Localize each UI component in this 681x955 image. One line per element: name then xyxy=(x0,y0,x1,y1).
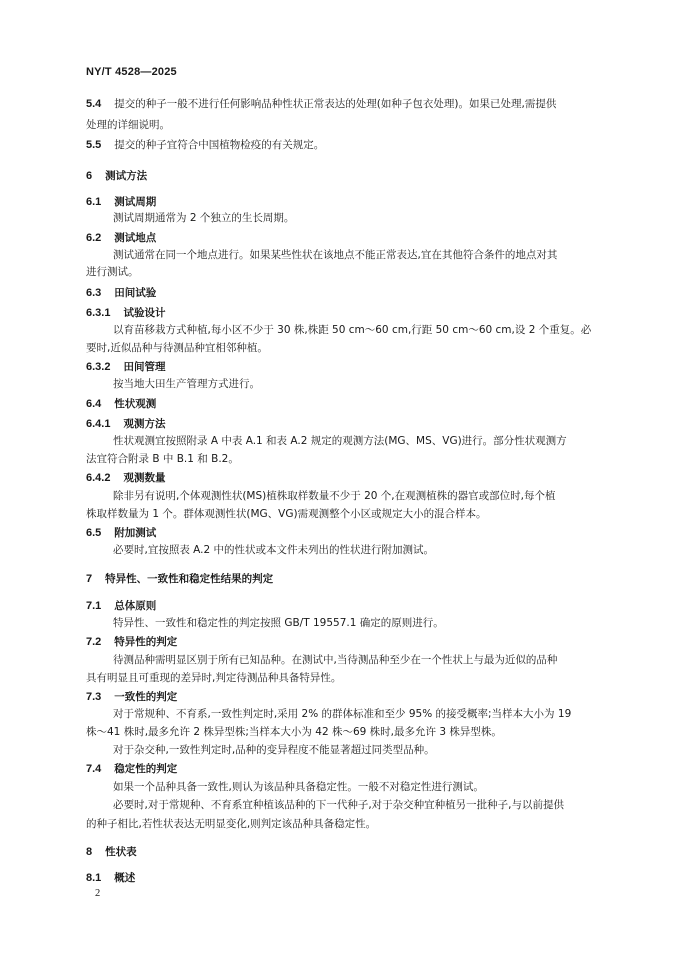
clause-number: 8.1 xyxy=(86,872,102,884)
clause-5-5 xyxy=(86,139,606,152)
chapter-title: 测试方法 xyxy=(105,170,148,182)
body-line: 特异性、一致性和稳定性的判定按照 GB/T 19557.1 确定的原则进行。 xyxy=(113,617,444,629)
chapter-title: 性状表 xyxy=(105,846,137,858)
body-line: 的种子相比,若性状表达无明显变化,则判定该品种具备稳定性。 xyxy=(86,818,377,830)
clause-text: 提交的种子一般不进行任何影响品种性状正常表达的处理(如种子包衣处理)。如果已处理,需提供 xyxy=(114,98,557,110)
body-line: 以育苗移栽方式种植,每小区不少于 30 株,株距 50 cm～60 cm,行距 50 cm～60 cm,设 2 个重复。必 xyxy=(113,324,592,336)
body-line: 必要时,对于常规种、不育系宜种植该品种的下一代种子,对于杂交种宜种植另一批种子,与以前提供 xyxy=(113,799,565,811)
clause-7-4-heading xyxy=(86,763,606,776)
chapter-number: 6 xyxy=(86,170,93,182)
clause-number: 6.2 xyxy=(86,232,102,244)
clause-8-1-heading xyxy=(86,872,606,885)
body-line: 对于常规种、不育系,一致性判定时,采用 2% 的群体标准和至少 95% 的接受概率;当样本大小为 19 xyxy=(113,708,572,720)
clause-title: 性状观测 xyxy=(114,398,157,410)
body-line: 法宜符合附录 B 中 B.1 和 B.2。 xyxy=(86,453,239,465)
body-line: 株～41 株时,最多允许 2 株异型株;当样本大小为 42 株～69 株时,最多允许 3 株异型株。 xyxy=(86,726,502,738)
clause-6-5-heading xyxy=(86,527,606,540)
clause-title: 附加测试 xyxy=(114,527,157,539)
body-line: 具有明显且可重现的差异时,判定待测品种具备特异性。 xyxy=(86,672,342,684)
chapter-number: 7 xyxy=(86,573,93,585)
clause-title: 特异性的判定 xyxy=(114,636,178,648)
clause-number: 6.1 xyxy=(86,196,102,208)
body-line: 株取样数量为 1 个。群体观测性状(MG、VG)需观测整个小区或规定大小的混合样本。 xyxy=(86,508,487,520)
clause-6-4-1-heading xyxy=(86,418,606,431)
clause-7-2-heading xyxy=(86,636,606,649)
clause-title: 总体原则 xyxy=(114,600,157,612)
clause-7-3-heading xyxy=(86,691,606,704)
clause-title: 观测方法 xyxy=(123,418,166,430)
body-line: 测试通常在同一个地点进行。如果某些性状在该地点不能正常表达,宜在其他符合条件的地点对其 xyxy=(113,249,558,261)
clause-7-1-heading xyxy=(86,600,606,613)
clause-number: 6.4.2 xyxy=(86,472,111,484)
clause-number: 6.4.1 xyxy=(86,418,111,430)
clause-number: 7.2 xyxy=(86,636,102,648)
body-line: 处理的详细说明。 xyxy=(86,119,170,131)
clause-6-3-heading xyxy=(86,287,606,300)
clause-title: 测试地点 xyxy=(114,232,157,244)
standard-number: NY/T 4528—2025 xyxy=(86,66,177,78)
body-line: 按当地大田生产管理方式进行。 xyxy=(113,378,260,390)
chapter-number: 8 xyxy=(86,846,93,858)
body-line: 待测品种需明显区别于所有已知品种。在测试中,当待测品种至少在一个性状上与最为近似的品种 xyxy=(113,654,558,666)
body-line: 性状观测宜按照附录 A 中表 A.1 和表 A.2 规定的观测方法(MG、MS、VG)进行。部分性状观测方 xyxy=(113,435,567,447)
clause-number: 7.4 xyxy=(86,763,102,775)
clause-title: 观测数量 xyxy=(123,472,166,484)
clause-title: 田间管理 xyxy=(123,361,166,373)
body-line: 要时,近似品种与待测品种宜相邻种植。 xyxy=(86,342,268,354)
clause-number: 6.3.1 xyxy=(86,307,111,319)
chapter-title: 特异性、一致性和稳定性结果的判定 xyxy=(105,573,274,585)
body-line: 测试周期通常为 2 个独立的生长周期。 xyxy=(113,212,295,224)
body-line: 必要时,宜按照表 A.2 中的性状或本文件未列出的性状进行附加测试。 xyxy=(113,544,435,556)
clause-title: 一致性的判定 xyxy=(114,691,178,703)
clause-6-3-2-heading xyxy=(86,361,606,374)
body-line: 除非另有说明,个体观测性状(MS)植株取样数量不少于 20 个,在观测植株的器官或部位时,每个植 xyxy=(113,490,556,502)
clause-number: 5.4 xyxy=(86,98,102,110)
clause-6-4-heading xyxy=(86,398,606,411)
chapter-6-heading xyxy=(86,170,606,183)
clause-number: 6.3.2 xyxy=(86,361,111,373)
body-line: 如果一个品种具备一致性,则认为该品种具备稳定性。一般不对稳定性进行测试。 xyxy=(113,781,484,793)
clause-title: 试验设计 xyxy=(123,307,166,319)
body-line: 进行测试。 xyxy=(86,266,139,278)
clause-number: 6.5 xyxy=(86,527,102,539)
clause-5-4 xyxy=(86,98,606,111)
clause-6-2-heading xyxy=(86,232,606,245)
clause-title: 田间试验 xyxy=(114,287,157,299)
clause-number: 6.3 xyxy=(86,287,102,299)
chapter-8-heading xyxy=(86,846,606,859)
clause-6-3-1-heading xyxy=(86,307,606,320)
chapter-7-heading xyxy=(86,573,606,586)
clause-6-1-heading xyxy=(86,196,606,209)
clause-text: 提交的种子宜符合中国植物检疫的有关规定。 xyxy=(114,139,325,151)
clause-6-4-2-heading xyxy=(86,472,606,485)
clause-title: 测试周期 xyxy=(114,196,157,208)
clause-number: 6.4 xyxy=(86,398,102,410)
clause-number: 7.1 xyxy=(86,600,102,612)
clause-number: 5.5 xyxy=(86,139,102,151)
page-number: 2 xyxy=(95,888,101,899)
body-line: 对于杂交种,一致性判定时,品种的变异程度不能显著超过同类型品种。 xyxy=(113,744,435,756)
clause-title: 稳定性的判定 xyxy=(114,763,178,775)
clause-title: 概述 xyxy=(114,872,136,884)
clause-number: 7.3 xyxy=(86,691,102,703)
